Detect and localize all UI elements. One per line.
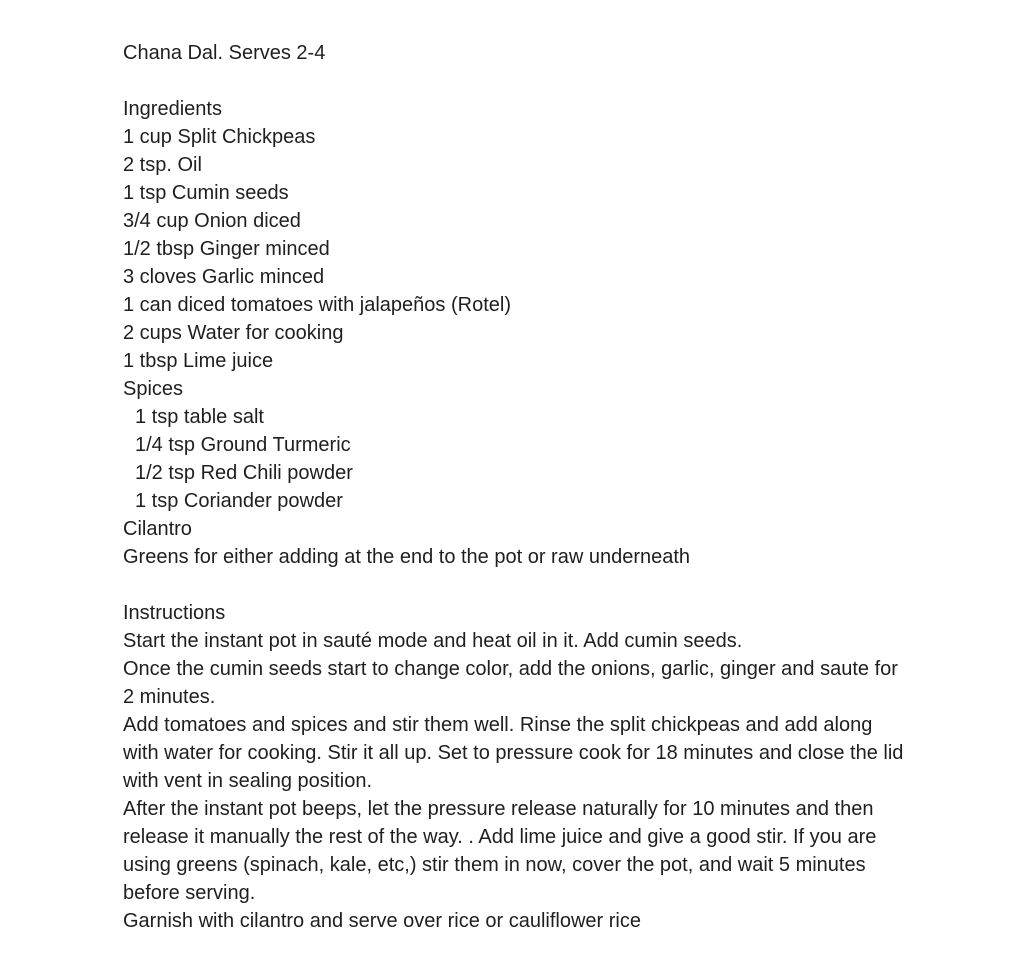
instruction-step: Start the instant pot in sauté mode and heat oil in it. Add cumin seeds.	[123, 630, 743, 652]
ingredient-item: 2 tsp. Oil	[123, 154, 202, 176]
instruction-step: Garnish with cilantro and serve over rice or cauliflower rice	[123, 910, 641, 932]
instruction-step: Once the cumin seeds start to change color, add the onions, garlic, ginger and saute for 2 minutes.	[123, 658, 904, 708]
ingredient-item: 1 tbsp Lime juice	[123, 350, 274, 372]
instructions-heading: Instructions	[123, 602, 226, 624]
ingredient-item-greens: Greens for either adding at the end to the pot or raw underneath	[123, 546, 691, 568]
spacer	[123, 571, 913, 599]
spice-item: 1 tsp table salt	[135, 406, 264, 428]
spices-heading: Spices	[123, 378, 184, 400]
spice-item: 1/2 tsp Red Chili powder	[135, 462, 353, 484]
ingredient-item: 1/2 tbsp Ginger minced	[123, 238, 330, 260]
ingredient-item: 2 cups Water for cooking	[123, 322, 344, 344]
recipe-document	[123, 39, 913, 935]
ingredients-heading: Ingredients	[123, 98, 222, 120]
ingredient-item-cilantro: Cilantro	[123, 518, 192, 540]
spacer	[123, 67, 913, 95]
recipe-title: Chana Dal. Serves 2-4	[123, 42, 326, 64]
ingredient-item: 1 cup Split Chickpeas	[123, 126, 316, 148]
spice-item: 1 tsp Coriander powder	[135, 490, 343, 512]
ingredient-item: 3 cloves Garlic minced	[123, 266, 325, 288]
spice-item: 1/4 tsp Ground Turmeric	[135, 434, 351, 456]
ingredient-item: 3/4 cup Onion diced	[123, 210, 301, 232]
instruction-step: Add tomatoes and spices and stir them well. Rinse the split chickpeas and add along with water for cooking. Stir it all up. Set to pressure cook for 18 minutes and close the lid with vent in sealing position.	[123, 714, 909, 792]
ingredient-item: 1 can diced tomatoes with jalapeños (Rotel)	[123, 294, 511, 316]
instruction-step: After the instant pot beeps, let the pressure release naturally for 10 minutes and then release it manually the rest of the way. . Add lime juice and give a good stir. If you are using greens (spinach, kale, etc,) stir them in now, cover the pot, and wait 5 minutes before serving.	[123, 798, 882, 904]
ingredient-item: 1 tsp Cumin seeds	[123, 182, 289, 204]
